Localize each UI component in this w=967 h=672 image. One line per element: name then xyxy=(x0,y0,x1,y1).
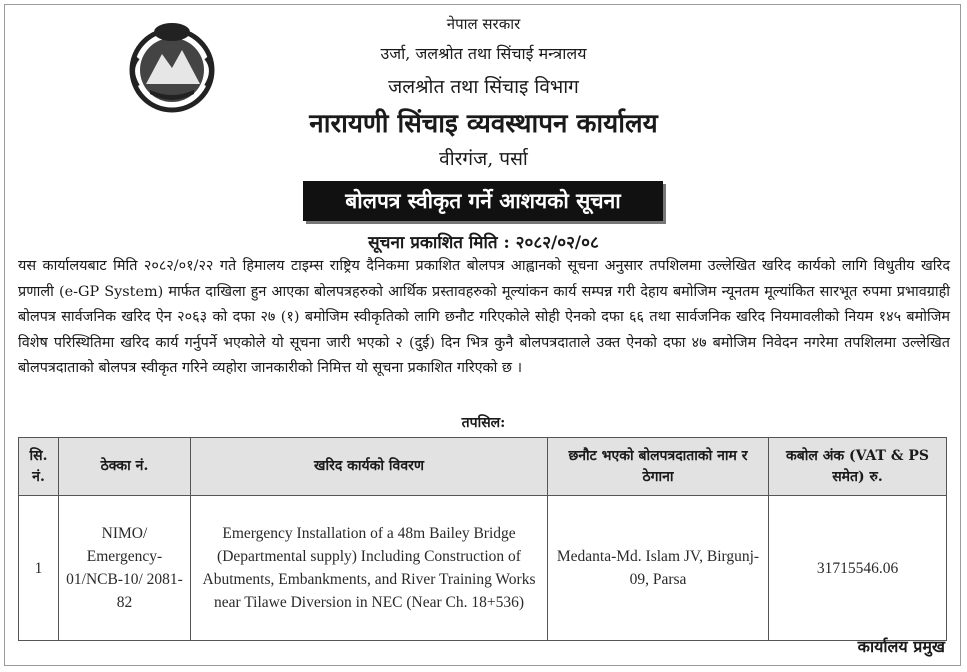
published-date: सूचना प्रकाशित मिति : २०८२/०२/०८ xyxy=(368,233,599,253)
cell-description: Emergency Installation of a 48m Bailey Bridge (Departmental supply) Including Construction of Abutments, Embankments, and River Training Works near Tilawe Diversion in NEC (Near Ch. 18+536) xyxy=(191,496,548,641)
cell-amount: 31715546.06 xyxy=(769,496,947,641)
header-government: नेपाल सरकार xyxy=(446,15,521,33)
notice-body-text: यस कार्यालयबाट मिति २०८२/०१/२२ गते हिमालय टाइम्स राष्ट्रिय दैनिकमा प्रकाशित बोलपत्र आह्वानको सूचना अनुसार तपशिलमा उल्लेखित खरिद कार्यको लागि विधुतीय खरिद प्रणाली (e-GP System) मार्फत दाखिला हुन आएका बोलपत्रहरुको आर्थिक प्रस्तावहरुको मूल्यांकन कार्य सम्पन्न गरी देहाय बमोजिम न्यूनतम मूल्यांकित सारभूत रुपमा प्रभावग्राही बोलपत्र सार्वजनिक खरिद ऐन २०६३ को दफा २७ (१) बमोजिम स्वीकृतिको लागि छनौट गरिएकोले सोही ऐनको दफा ६६ तथा सार्वजनिक खरिद नियमावलीको नियम १४५ बमोजिम विशेष परिस्थितिमा खरिद कार्य गर्नुपर्ने भएकोले यो सूचना जारी भएको २ (दुई) दिन भित्र कुनै बोलपत्रदाताले उक्त ऐनको दफा ४७ बमोजिम निवेदन नगरेमा तपशिलमा उल्लेखित बोलपत्रदाताको बोलपत्र स्वीकृत गरिने व्यहोरा जानकारीको निमित्त यो सूचना प्रकाशित गरिएको छ । xyxy=(18,258,950,377)
col-header-sn: सि. नं. xyxy=(19,438,59,496)
col-header-contract-no: ठेक्का नं. xyxy=(59,438,191,496)
table-header-row xyxy=(19,438,947,496)
col-header-description: खरिद कार्यको विवरण xyxy=(191,438,548,496)
cell-contract-no: NIMO/ Emergency-01/NCB-10/ 2081-82 xyxy=(59,496,191,641)
col-header-amount: कबोल अंक (VAT & PS समेत) रु. xyxy=(769,438,947,496)
office-chief-signoff: कार्यालय प्रमुख xyxy=(857,637,945,656)
cell-bidder: Medanta-Md. Islam JV, Birgunj-09, Parsa xyxy=(548,496,769,641)
notice-title-banner: बोलपत्र स्वीकृत गर्ने आशयको सूचना xyxy=(303,181,663,221)
col-header-bidder: छनौट भएको बोलपत्रदाताको नाम र ठेगाना xyxy=(548,438,769,496)
cell-sn: 1 xyxy=(19,496,59,641)
bid-table xyxy=(18,437,947,641)
table-row xyxy=(19,496,947,641)
header-department: जलश्रोत तथा सिंचाइ विभाग xyxy=(388,76,579,98)
schedule-label: तपसिल: xyxy=(461,415,506,431)
header-ministry: उर्जा, जलश्रोत तथा सिंचाई मन्त्रालय xyxy=(380,44,587,63)
header-location: वीरगंज, पर्सा xyxy=(439,148,528,170)
header-office: नारायणी सिंचाइ व्यवस्थापन कार्यालय xyxy=(309,109,658,139)
